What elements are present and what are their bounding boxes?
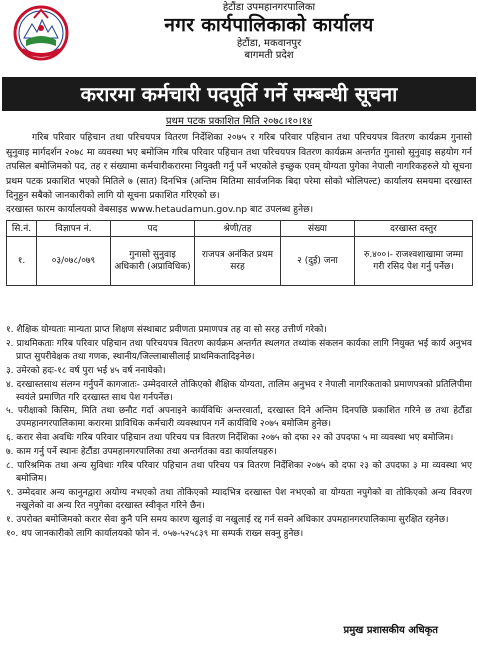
col-serial: सि.नं. xyxy=(7,221,37,237)
list-item: १०. थप जानकारीको लागि कार्यालयको फोन नं. ०५७-५२५८३९ मा सम्पर्क राख्न सक्नु हुनेछ। xyxy=(6,528,304,539)
province-name: बागमती प्रदेश xyxy=(244,50,294,61)
col-post: पद xyxy=(111,221,195,237)
form-download-line: दरखास्त फारम कार्यालयको वेबसाइड www.hetaudamun.gov.np बाट उपलब्ध हुनेछ। xyxy=(6,204,314,215)
list-item: ७. काम गर्नु पर्ने स्थानः हेटौंडा उपमहानगरपालिका तथा अन्तर्गतका वडा कार्यालयहरु। xyxy=(6,447,277,458)
col-advert-no: विज्ञापन नं. xyxy=(37,221,111,237)
org-name: हेटौंडा उपमहानगरपालिका xyxy=(222,2,316,13)
list-item: २. प्राथमिकताः गरिब परिवार पहिचान तथा परिचयपत्र वितरण कार्यक्रम अन्तर्गत स्थलगत तथ्यांक संकलन कार्यका लागि नियुक्त भई कार्य अनुभव प्राप्त सुपरीवेक्षक तथा गणक, स्थानीय/जिल्लाबासीलाई प्राथमिकतादिइनेछ। xyxy=(6,338,472,362)
col-fee: दरखास्त दस्तुर xyxy=(355,221,473,237)
cell-count: २ (दुई) जना xyxy=(281,237,355,286)
list-item: ९. उम्मेदवार अन्य कानुनद्वारा अयोग्य नभएको तथा तोकिएको म्यादभित्र दरखास्त पेश नभएको वा योग्यता नपुगेको वा तोकिएको अन्य विवरण नखुलेको वा अन्य रित नपुगेका दरखास्त स्वीकृत गरिने छैन। xyxy=(6,487,472,511)
cell-post: गुनासो सुनुवाइ अधिकारी (अप्राविधिक) xyxy=(111,237,195,286)
col-level: श्रेणी/तह xyxy=(195,221,281,237)
nepal-government-emblem-icon xyxy=(12,2,70,64)
office-name: नगर कार्यपालिकाको कार्यालय xyxy=(164,14,374,36)
cell-level: राजपत्र अनंकित प्रथम सरह xyxy=(195,237,281,286)
list-item: ८. पारिश्रमिक तथा अन्य सुविधाः गरिब परिवार पहिचान तथा परिचय पत्र वितरण निर्देशिका २०७५ को दफा २३ को उपदफा ३ मा व्यवस्था भए बमोजिम। xyxy=(6,461,472,484)
cell-serial: १. xyxy=(7,237,37,286)
office-location: हेटौंडा, मकवानपुर xyxy=(236,38,302,49)
letterhead xyxy=(6,0,472,74)
list-item: ३. उमेरको हदः-१८ वर्ष पुरा भई ४५ वर्ष ननाघेको। xyxy=(6,365,166,376)
cell-advert-no: ०३/०७८/०७९ xyxy=(37,237,111,286)
list-item: १. उपरोक्त बमोजिमको करार सेवा कुनै पनि समय कारण खुलाई वा नखुलाई रद्द गर्न सक्ने अधिकार उपमहानगरपालिकामा सुरक्षित रहनेछ। xyxy=(6,514,449,525)
col-count: संख्या xyxy=(281,221,355,237)
conditions-list xyxy=(6,324,472,542)
list-item: ६. करार सेवा अवधिः गरिब परिवार पहिचान तथा परिचय पत्र वितरण निर्देशिका २०७५ को दफा २२ को उपदफा ५ मा व्यवस्था भए बमोजिम। xyxy=(6,433,454,444)
cell-fee: रु.४००।- राजश्वशाखामा जम्मा गरी रसिद पेश गर्नु पर्नेछ। xyxy=(355,237,473,286)
list-item: ४. दरखास्तसाथ संलग्न गर्नुपर्ने कागजातः- उम्मेदवारले तोकिएको शैक्षिक योग्यता, तालिम अनुभव र नेपाली नागरिकताको प्रमाणपत्रको प्रतिलिपीमा स्वयंले प्रमाणित गरि दरखास्त साथ पेश गर्नपर्नेछ। xyxy=(6,379,472,403)
signature-title: प्रमुख प्रशासकीय अधिकृत xyxy=(343,625,438,636)
notice-title: करारमा कर्मचारी पदपूर्ति गर्ने सम्बन्धी सूचना xyxy=(2,77,476,111)
list-item: ५. परीक्षाको किसिम, मिति तथा छनौट गर्दा अपनाइने कार्यविधिः अन्तरवार्ता, दरखास्त दिने अन्तिम दिनपछि प्रकाशित गरिने छ तथा हेटौंडा उपमहानगरपालिकामा करारमा प्राविधिक कर्मचारी व्यवस्थापन गर्ने कार्यविधि २०७५ बमोजिम हुनेछ। xyxy=(6,406,472,430)
table-row xyxy=(7,237,473,286)
table-header-row xyxy=(7,221,473,237)
vacancy-table xyxy=(6,220,473,286)
letterhead-text xyxy=(76,0,462,62)
list-item: १. शैक्षिक योग्यताः मान्यता प्राप्त शिक्षण संस्थाबाट प्रवीणता प्रमाणपत्र तह वा सो सरह उत्तीर्ण गरेको। xyxy=(6,325,327,335)
intro-paragraph: गरिब परिवार पहिचान तथा परिचयपत्र वितरण निर्देशिका २०७५ र गरिब परिवार पहिचान तथा परिचयपत्र वितरण कार्यक्रम गुनासो सुनुवाइ मार्गदर्शन २०७८ मा व्यवस्था भए बमोजिम गरिब परिवार पहिचान तथा परिचयपत्र वितरण कार्यक्रम अन्तर्गत गुनासो सुनुवाइ सहयोग गर्न तपसिल बमोजिमको पद, तह र संख्यामा कर्मचारीकरारमा नियुक्ती गर्नु पर्ने भएकोले इच्छुक एवम् योग्यता पुगेका नेपाली नागरिकहरुले यो सूचना प्रथम पटक प्रकाशित भएको मितिले ७ (सात) दिनभित्र (अन्तिम मितिमा सार्वजनिक बिदा परेमा सोको भोलिपल्ट) कार्यालय समयमा दरखास्त दिनुहुन सबैको जानकारीको लागि यो सूचना प्रकाशित गरिएको छ। xyxy=(6,132,472,202)
publish-date: प्रथम पटक प्रकाशित मिति २०७८।१०।१४ xyxy=(165,116,313,127)
